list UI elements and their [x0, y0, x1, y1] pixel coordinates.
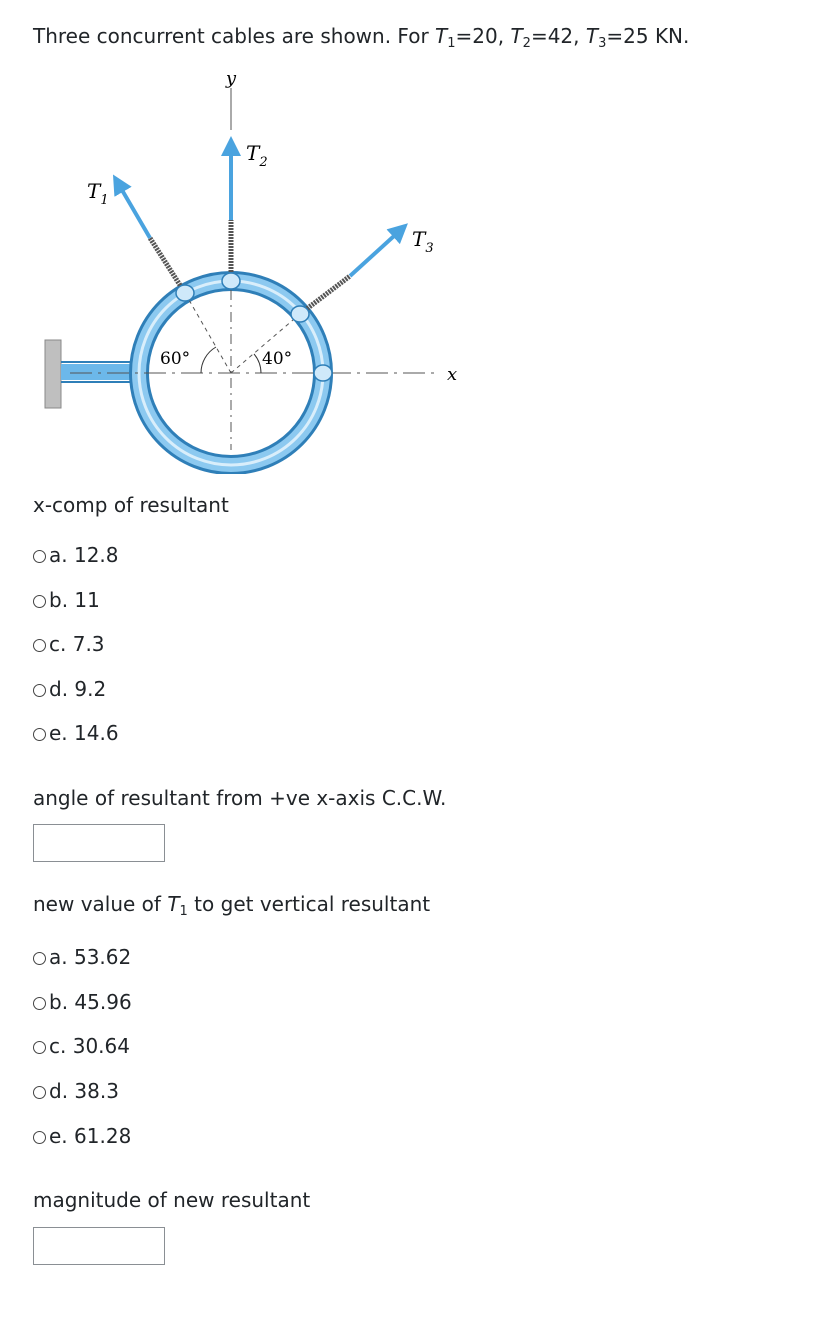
q1-option-a[interactable] [33, 543, 119, 567]
option-value: 14.6 [74, 721, 119, 745]
t2-subscript: 2 [522, 36, 531, 51]
t1-wire [150, 238, 185, 293]
option-value: 45.96 [74, 990, 132, 1014]
q1-option-e[interactable] [33, 721, 119, 745]
option-value: 9.2 [74, 677, 107, 701]
y-axis-label: y [225, 68, 237, 89]
option-letter: d. [49, 1079, 69, 1103]
problem-statement [33, 24, 689, 51]
radio-button[interactable] [33, 1041, 46, 1054]
option-letter: c. [49, 1034, 67, 1058]
angle-answer-input[interactable] [33, 824, 165, 862]
q3-symbol: T [167, 892, 180, 916]
t1-symbol: T [435, 24, 448, 48]
option-letter: d. [49, 677, 69, 701]
t3-wire [300, 276, 350, 314]
statement-text: Three concurrent cables are shown. For [33, 24, 436, 48]
option-value: 7.3 [72, 632, 105, 656]
option-value: 11 [74, 588, 100, 612]
t2-clamp [222, 273, 240, 289]
q3-option-c[interactable] [33, 1034, 130, 1058]
cables-figure [30, 64, 480, 474]
question-new-t1 [33, 892, 430, 919]
option-value: 53.62 [73, 945, 132, 969]
option-letter: a. [49, 945, 68, 969]
radio-button[interactable] [33, 684, 46, 697]
q3-subscript: 1 [179, 904, 188, 919]
magnitude-answer-input[interactable] [33, 1227, 165, 1265]
t1-construction-line [185, 293, 231, 373]
question-angle: angle of resultant from +ve x-axis C.C.W. [33, 786, 447, 810]
option-letter: a. [49, 543, 68, 567]
t1-value: =20, [455, 24, 511, 48]
radio-button[interactable] [33, 997, 46, 1010]
question-magnitude: magnitude of new resultant [33, 1188, 311, 1212]
radio-button[interactable] [33, 639, 46, 652]
radio-button[interactable] [33, 728, 46, 741]
x-clamp [314, 365, 332, 381]
angle-arc-40 [254, 354, 261, 373]
q1-option-d[interactable] [33, 677, 106, 701]
q3-text-after: to get vertical resultant [187, 892, 431, 916]
q1-option-b[interactable] [33, 588, 100, 612]
option-value: 30.64 [72, 1034, 130, 1058]
option-value: 38.3 [74, 1079, 119, 1103]
option-letter: c. [49, 632, 67, 656]
angle-label-40: 40° [262, 349, 293, 369]
q3-option-d[interactable] [33, 1079, 119, 1103]
option-value: 12.8 [73, 543, 119, 567]
t1-label: $T_1$ [87, 179, 109, 208]
q3-option-b[interactable] [33, 990, 132, 1014]
option-letter: b. [49, 990, 69, 1014]
q3-option-e[interactable] [33, 1124, 131, 1148]
q3-option-a[interactable] [33, 945, 131, 969]
option-letter: b. [49, 588, 69, 612]
q1-option-c[interactable] [33, 632, 105, 656]
angle-label-60: 60° [160, 349, 191, 369]
t1-subscript: 1 [447, 36, 456, 51]
t2-value: =42, [530, 24, 586, 48]
radio-button[interactable] [33, 952, 46, 965]
t3-subscript: 3 [598, 36, 607, 51]
ring-handle [61, 364, 141, 380]
t3-value: =25 KN. [606, 24, 690, 48]
t1-arrow [115, 178, 150, 238]
option-letter: e. [49, 1124, 68, 1148]
t3-arrow [350, 226, 405, 276]
radio-button[interactable] [33, 1131, 46, 1144]
x-axis-label: x [447, 364, 458, 385]
t2-symbol: T [510, 24, 523, 48]
angle-arc-60 [201, 347, 216, 373]
t1-clamp [176, 285, 194, 301]
q3-text-before: new value of [33, 892, 168, 916]
t3-symbol: T [585, 24, 599, 48]
t3-label: $T_3$ [412, 227, 434, 256]
radio-button[interactable] [33, 1086, 46, 1099]
radio-button[interactable] [33, 550, 46, 563]
option-value: 61.28 [74, 1124, 132, 1148]
wall-support [45, 340, 61, 408]
question-x-comp: x-comp of resultant [33, 493, 229, 517]
t3-clamp [291, 306, 309, 322]
option-letter: e. [49, 721, 68, 745]
radio-button[interactable] [33, 595, 46, 608]
t2-label: $T_2$ [246, 141, 268, 170]
